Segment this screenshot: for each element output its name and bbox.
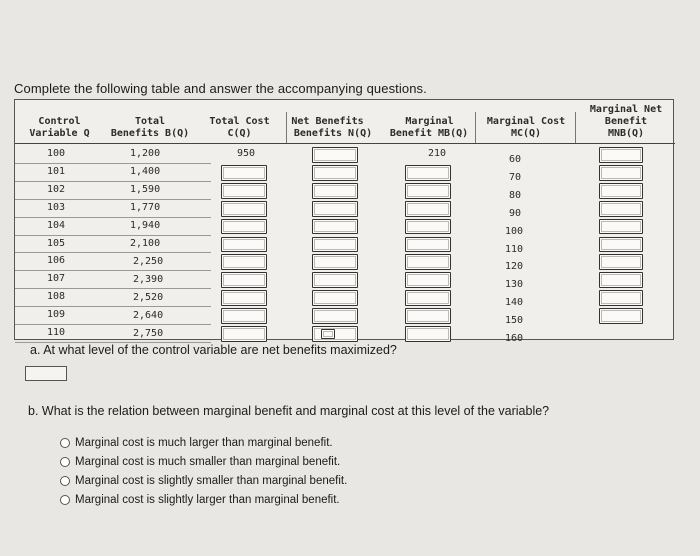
header-benefits-line1: Total [134,116,166,127]
control-value: 102 [47,183,66,195]
benefit-value: 2,750 [133,328,164,339]
mnb-input[interactable] [599,201,643,217]
mb-input[interactable] [405,219,451,235]
row-divider [15,235,211,236]
mc-value: 120 [505,261,524,273]
option-1[interactable] [60,437,333,449]
option-4[interactable] [60,494,340,506]
header-mb-line2: Benefit MB(Q) [389,128,469,139]
mc-value: 140 [505,297,524,309]
control-value: 106 [47,255,66,267]
benefit-value: 2,640 [133,310,164,322]
mb-input[interactable] [405,326,451,342]
mc-value: 150 [505,315,524,327]
mc-value: 100 [505,225,524,237]
radio-button[interactable] [60,438,70,448]
mnb-input[interactable] [599,165,643,181]
row-divider [15,217,211,218]
option-label: Marginal cost is much smaller than marginal benefit. [75,456,341,468]
net-benefit-input[interactable] [312,237,358,253]
instructions: Complete the following table and answer the accompanying questions. [14,81,427,96]
row-divider [15,288,211,289]
mb-input[interactable] [405,254,451,270]
mb-input[interactable] [321,329,335,339]
header-mc-line1: Marginal Cost [486,116,566,127]
cost-value-100: 950 [237,148,256,159]
header-control-line2: Variable Q [29,128,90,139]
mb-input[interactable] [405,237,451,253]
option-label: Marginal cost is slightly smaller than marginal benefit. [75,475,348,487]
mnb-input[interactable] [599,183,643,199]
mnb-input[interactable] [599,147,643,163]
cost-input[interactable] [221,183,267,199]
radio-button[interactable] [60,495,70,505]
row-divider [15,163,211,164]
net-benefit-input[interactable] [312,272,358,288]
benefit-value: 2,100 [130,237,161,249]
mnb-input[interactable] [599,290,643,306]
cost-input[interactable] [221,308,267,324]
benefit-value: 2,390 [133,274,164,286]
net-benefit-input[interactable] [312,326,358,342]
mc-value: 160 [505,333,524,344]
mb-input[interactable] [405,183,451,199]
cost-input[interactable] [221,237,267,253]
mc-value: 80 [509,189,522,201]
benefit-value: 1,590 [130,183,161,195]
data-table [14,99,674,344]
control-value: 105 [47,237,66,249]
option-3[interactable] [60,475,347,487]
row-divider [15,199,211,200]
control-value: 101 [47,165,66,177]
net-benefit-input[interactable] [312,183,358,199]
column-divider [286,112,287,143]
control-value: 108 [47,291,66,303]
question-b: b. What is the relation between marginal benefit and marginal cost at this level of the variable? [28,404,550,418]
cost-input[interactable] [221,290,267,306]
benefit-value: 2,250 [133,256,164,268]
header-cost-line1: Total Cost [209,116,270,127]
cost-input[interactable] [221,326,267,342]
mb-input[interactable] [405,308,451,324]
mb-input[interactable] [405,165,451,181]
mb-input[interactable] [405,201,451,217]
mc-value: 60 [509,154,522,165]
header-mb-line1: Marginal [405,116,454,127]
mb-value-100: 210 [428,148,447,159]
row-divider [15,181,211,182]
mb-input[interactable] [405,290,451,306]
benefit-value: 1,200 [130,148,161,159]
answer-a-input[interactable] [25,366,67,381]
header-net-line1: Net Benefits [291,116,364,127]
header-benefits-line2: Benefits B(Q) [110,128,190,139]
row-divider [15,270,211,271]
option-label: Marginal cost is much larger than marginal benefit. [75,437,333,449]
column-divider [475,112,476,143]
mc-value: 110 [505,243,524,255]
mnb-input[interactable] [599,272,643,288]
option-label: Marginal cost is slightly larger than marginal benefit. [75,494,340,506]
row-divider [15,324,211,325]
mnb-input[interactable] [599,254,643,270]
net-benefit-input[interactable] [312,308,358,324]
header-mc-line2: MC(Q) [510,128,542,139]
control-value: 107 [47,273,66,285]
benefit-value: 1,770 [130,201,161,213]
net-benefit-input[interactable] [312,219,358,235]
benefit-value: 2,520 [133,292,164,304]
net-benefit-input[interactable] [312,254,358,270]
control-value: 100 [47,148,66,159]
header-net-line2: Benefits N(Q) [293,128,373,139]
cost-input[interactable] [221,219,267,235]
mnb-input[interactable] [599,237,643,253]
benefit-value: 1,940 [130,219,161,231]
option-2[interactable] [60,456,340,468]
header-cost-line2: C(Q) [227,128,252,139]
mc-value: 130 [505,279,524,291]
mnb-input[interactable] [599,219,643,235]
cost-input[interactable] [221,254,267,270]
row-divider [15,306,211,307]
net-benefit-input[interactable] [312,147,358,163]
control-value: 103 [47,201,66,213]
header-mnb-line1: Marginal Net [589,104,663,115]
radio-button[interactable] [60,476,70,486]
mnb-input[interactable] [599,308,643,324]
column-divider [575,112,576,143]
row-divider [15,252,211,253]
net-benefit-input[interactable] [312,165,358,181]
header-divider [15,143,675,144]
header-mnb-line2: Benefit [604,116,648,127]
mc-value: 70 [509,171,522,183]
mb-input[interactable] [405,272,451,288]
cost-input[interactable] [221,165,267,181]
control-value: 104 [47,219,66,231]
control-value: 110 [47,327,66,338]
net-benefit-input[interactable] [312,201,358,217]
header-mnb-line3: MNB(Q) [607,128,645,139]
radio-button[interactable] [60,457,70,467]
control-value: 109 [47,309,66,321]
net-benefit-input[interactable] [312,290,358,306]
question-a: a. At what level of the control variable are net benefits maximized? [30,343,397,357]
cost-input[interactable] [221,201,267,217]
cost-input[interactable] [221,272,267,288]
header-control-line1: Control [38,116,81,127]
benefit-value: 1,400 [130,165,161,177]
mc-value: 90 [509,207,522,219]
